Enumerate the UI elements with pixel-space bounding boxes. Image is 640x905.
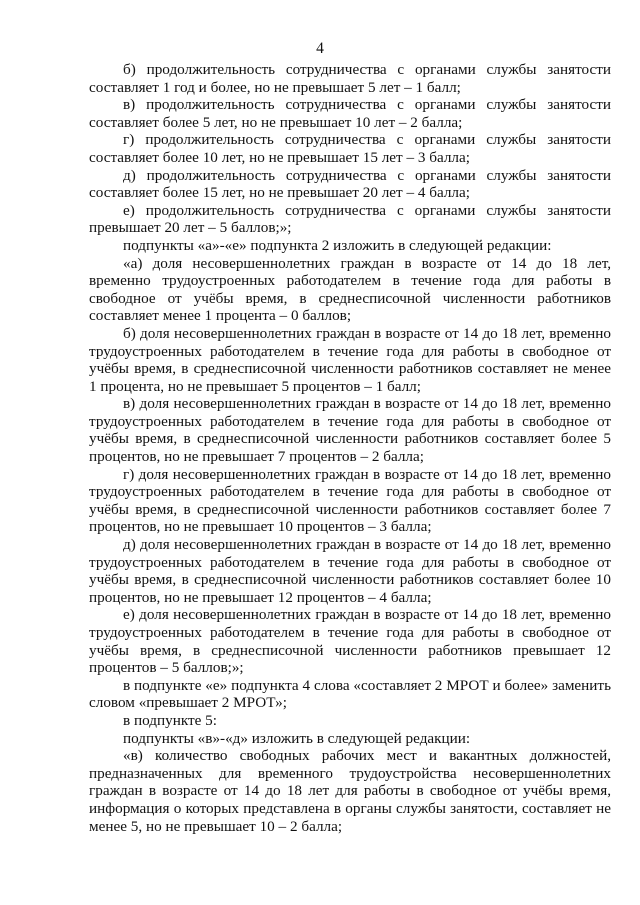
page-number: 4 [316, 40, 324, 57]
paragraph: г) продолжительность сотрудничества с органами службы занятости составляет более 10 лет, но не превышает 15 лет – 3 балла; [89, 131, 611, 166]
paragraph: б) продолжительность сотрудничества с органами службы занятости составляет 1 год и более, но не превышает 5 лет – 1 балл; [89, 61, 611, 96]
paragraph: е) продолжительность сотрудничества с органами службы занятости превышает 20 лет – 5 баллов;»; [89, 201, 611, 237]
paragraph: б) доля несовершеннолетних граждан в возрасте от 14 до 18 лет, временно трудоустроенных работодателем в течение года для работы в свободное от учёбы время, в среднесписочной численности работников составляет не менее 1 процента, но не превышает 5 процентов – 1 балл; [89, 324, 611, 395]
paragraph: д) доля несовершеннолетних граждан в возрасте от 14 до 18 лет, временно трудоустроенных работодателем в течение года для работы в свободное от учёбы время, в среднесписочной численности работников составляет более 10 процентов, но не превышает 12 процентов – 4 балла; [89, 536, 611, 606]
paragraph: д) продолжительность сотрудничества с органами службы занятости составляет более 15 лет, но не превышает 20 лет – 4 балла; [89, 166, 611, 202]
paragraph: подпункты «а»-«е» подпункта 2 изложить в следующей редакции: [123, 236, 552, 254]
paragraph: е) доля несовершеннолетних граждан в возрасте от 14 до 18 лет, временно трудоустроенных работодателем в течение года для работы в свободное от учёбы время, в среднесписочной численности работников превышает 12 процентов – 5 баллов;»; [89, 606, 611, 677]
paragraph: подпункты «в»-«д» изложить в следующей редакции: [123, 729, 471, 747]
paragraph: в подпункте «е» подпункта 4 слова «составляет 2 МРОТ и более» заменить словом «превышает 2 МРОТ»; [89, 676, 611, 712]
paragraph: г) доля несовершеннолетних граждан в возрасте от 14 до 18 лет, временно трудоустроенных работодателем в течение года для работы в свободное от учёбы время, в среднесписочной численности работников составляет более 7 процентов, но не превышает 10 процентов – 3 балла; [89, 465, 611, 536]
paragraph: «в) количество свободных рабочих мест и вакантных должностей, предназначенных для временного трудоустройства несовершеннолетних граждан в возрасте от 14 до 18 лет для работы в свободное от учёбы время, информация о которых представлена в органы службы занятости, составляет не менее 5, но не превышает 10 – 2 балла; [89, 747, 611, 835]
document-body [89, 61, 611, 835]
paragraph: в) доля несовершеннолетних граждан в возрасте от 14 до 18 лет, временно трудоустроенных работодателем в течение года для работы в свободное от учёбы время, в среднесписочной численности работников составляет более 5 процентов, но не превышает 7 процентов – 2 балла; [89, 395, 611, 466]
paragraph: «а) доля несовершеннолетних граждан в возрасте от 14 до 18 лет, временно трудоустроенных работодателем в течение года для работы в свободное от учёбы время, в среднесписочной численности работников составляет менее 1 процента – 0 баллов; [89, 254, 611, 325]
paragraph: в) продолжительность сотрудничества с органами службы занятости составляет более 5 лет, но не превышает 10 лет – 2 балла; [89, 96, 611, 131]
paragraph: в подпункте 5: [123, 711, 217, 729]
